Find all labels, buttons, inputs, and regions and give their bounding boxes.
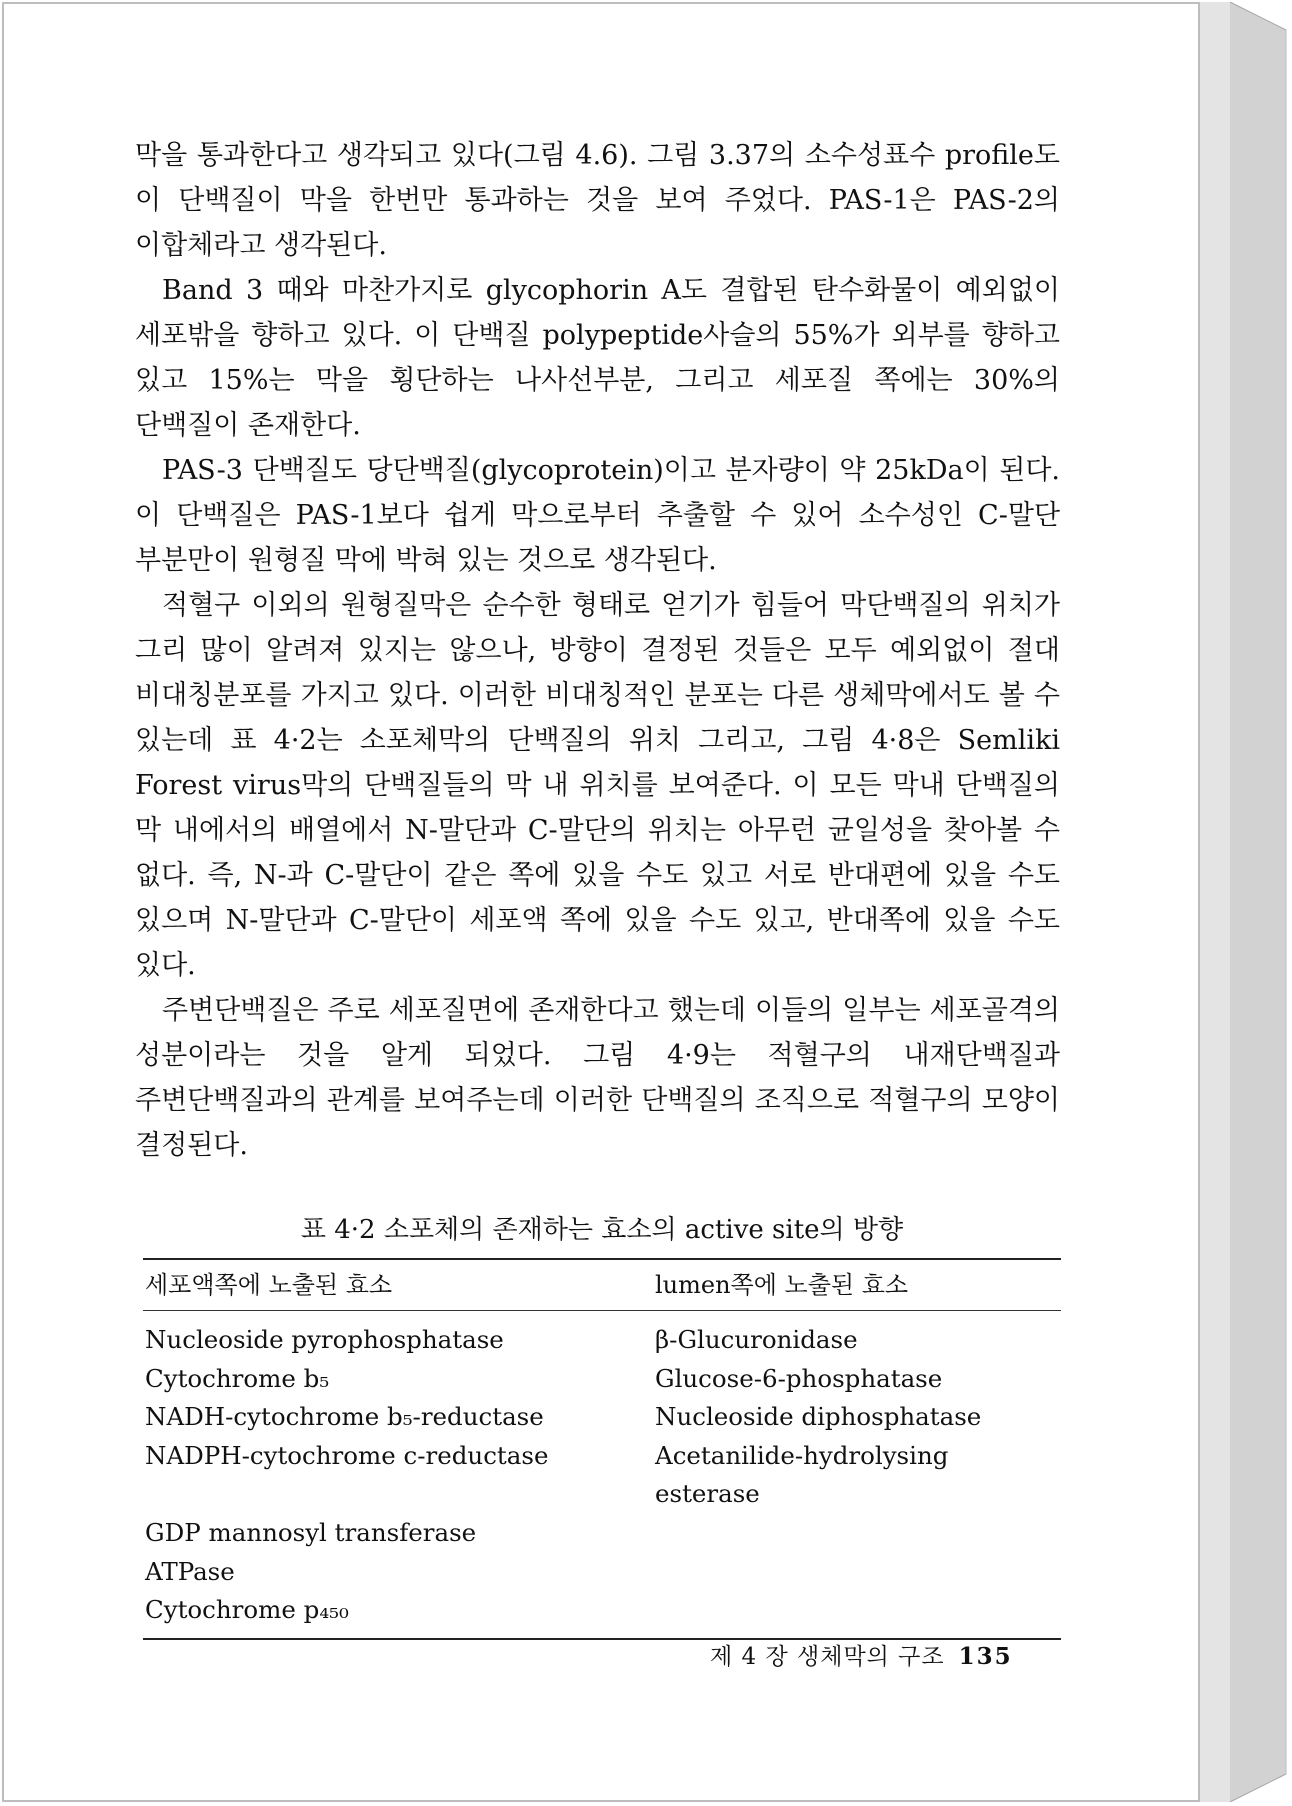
table-cell: GDP mannosyl transferase [145, 1517, 477, 1547]
table-row [143, 1553, 1061, 1592]
paragraph-5: 주변단백질은 주로 세포질면에 존재한다고 했는데 이들의 일부는 세포골격의 성분이라는 것을 알게 되었다. 그림 4·9는 적혈구의 내재단백질과 주변단백질과의 관계를 보여주는데 이러한 단백질의 조직으로 적혈구의 모양이 결정된다. [135, 995, 1060, 1161]
paragraph-4: 적혈구 이외의 원형질막은 순수한 형태로 얻기가 힘들어 막단백질의 위치가 그리 많이 알려져 있지는 않으나, 방향이 결정된 것들은 모두 예외없이 절대 비대칭분포를 가지고 있다. 이러한 비대칭적인 분포는 다른 생체막에서도 볼 수 있는데 표 4·2는 소포체막의 단백질의 위치 그리고, 그림 4·8은 Semliki Forest virus막의 단백질들의 막 내 위치를 보여준다. 이 모든 막내 단백질의 막 내에서의 배열에서 N-말단과 C-말단의 위치는 아무런 균일성을 찾아볼 수 없다. 즉, N-과 C-말단이 같은 쪽에 있을 수도 있고 서로 반대편에 있을 수도 있으며 N-말단과 C-말단이 세포액 쪽에 있을 수도 있고, 반대쪽에 있을 수도 있다. [135, 590, 1060, 981]
body-text [135, 133, 1060, 1168]
table-cell [655, 1514, 1061, 1553]
table-body [143, 1311, 1061, 1638]
table-cell: β-Glucuronidase [655, 1325, 858, 1354]
table-cell: Cytochrome p₄₅₀ [145, 1595, 349, 1625]
table-cell: Acetanilide-hydrolysing esterase [655, 1440, 949, 1509]
table-header-row [143, 1260, 1061, 1310]
paragraph-3: PAS-3 단백질도 당단백질(glycoprotein)이고 분자량이 약 25kDa이 된다. 이 단백질은 PAS-1보다 쉽게 막으로부터 추출할 수 있어 소수성인 C-말단 부분만이 원형질 막에 박혀 있는 것으로 생각된다. [135, 455, 1060, 576]
table-row [143, 1514, 1061, 1553]
header-lumen-side: lumen쪽에 노출된 효소 [655, 1271, 909, 1299]
table-cell: NADPH-cytochrome c-reductase [145, 1440, 549, 1470]
table-cell: Cytochrome b₅ [145, 1363, 330, 1393]
running-footer-chapter: 제 4 장 생체막의 구조 [710, 1644, 945, 1670]
table-row [143, 1321, 1061, 1360]
table-cell [655, 1591, 1061, 1630]
page-footer [710, 1637, 1013, 1677]
table-cell: NADH-cytochrome b₅-reductase [145, 1402, 544, 1432]
page-number: 135 [958, 1643, 1013, 1670]
table-cell: ATPase [145, 1556, 235, 1586]
table-row [143, 1398, 1061, 1437]
paragraph-2: Band 3 때와 마찬가지로 glycophorin A도 결합된 탄수화물이 예외없이 세포밖을 향하고 있다. 이 단백질 polypeptide사슬의 55%가 외부를 향하고 있고 15%는 막을 횡단하는 나사선부분, 그리고 세포질 쪽에는 30%의 단백질이 존재한다. [135, 275, 1060, 441]
table-cell [655, 1553, 1061, 1592]
paragraph-1: 막을 통과한다고 생각되고 있다(그림 4.6). 그림 3.37의 소수성표수 profile도 이 단백질이 막을 한번만 통과하는 것을 보여 주었다. PAS-1은 PAS-2의 이합체라고 생각된다. [135, 140, 1060, 261]
table-row [143, 1437, 1061, 1514]
enzyme-table [143, 1210, 1061, 1640]
table-caption: 표 4·2 소포체의 존재하는 효소의 active site의 방향 [300, 1215, 904, 1245]
table-row [143, 1360, 1061, 1399]
table-cell: Nucleoside pyrophosphatase [145, 1325, 504, 1354]
table-cell: Nucleoside diphosphatase [655, 1402, 982, 1432]
table-row [143, 1591, 1061, 1630]
page-edge-shadow [1200, 2, 1288, 1802]
table-cell: Glucose-6-phosphatase [655, 1363, 943, 1393]
header-cytosol-side: 세포액쪽에 노출된 효소 [145, 1271, 393, 1299]
